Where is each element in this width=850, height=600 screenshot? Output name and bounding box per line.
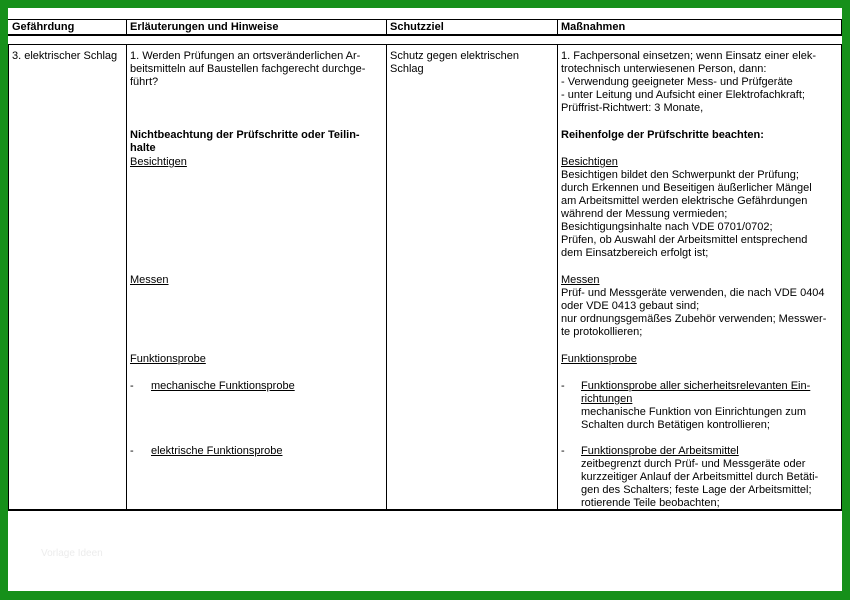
header-bottom-rule	[8, 34, 842, 36]
header-erlaeuterungen: Erläuterungen und Hinweise	[130, 21, 279, 33]
header-divider-1	[126, 19, 127, 35]
notes-mechanische-funktionsprobe: mechanische Funktionsprobe	[151, 380, 295, 392]
notes-elektrische-funktionsprobe: elektrische Funktionsprobe	[151, 445, 283, 457]
measures-dash-1: -	[561, 380, 565, 392]
measures-fp2-text: zeitbegrenzt durch Prüf- und Messgeräte oder kurzzeitiger Anlauf der Arbeitsmittel durch Betäti- gen des Schalters; feste Lage der Arbeitsmittel; rotierende Teile beobachten;	[581, 458, 819, 509]
measures-fp1-text: mechanische Funktion von Einrichtungen zum Schalten durch Betätigen kontrollieren;	[581, 406, 807, 431]
measures-fp2-title: Funktionsprobe der Arbeitsmittel	[581, 445, 739, 457]
notes-dash-2: -	[130, 445, 134, 457]
notes-intro: 1. Werden Prüfungen an ortsveränderlichen Ar- beitsmitteln auf Baustellen fachgerecht durchge- führt?	[130, 50, 366, 88]
measures-funktionsprobe-title: Funktionsprobe	[561, 353, 637, 365]
measures-dash-2: -	[561, 445, 565, 457]
measures-messen-text: Prüf- und Messgeräte verwenden, die nach VDE 0404 oder VDE 0413 gebaut sind; nur ordnungsgemäßes Zubehör verwenden; Messwer- te protokollieren;	[561, 287, 827, 338]
body-divider-3	[557, 44, 558, 510]
measures-fp1-title: Funktionsprobe aller sicherheitsrelevanten Ein- richtungen	[581, 380, 811, 405]
goal-text: Schutz gegen elektrischen Schlag	[390, 50, 520, 75]
header-divider-4	[841, 19, 842, 35]
body-top-rule	[8, 44, 842, 45]
body-divider-1	[126, 44, 127, 510]
measures-messen-title: Messen	[561, 274, 600, 286]
body-divider-4	[841, 44, 842, 510]
body-divider-0	[8, 44, 9, 510]
measures-intro: 1. Fachpersonal einsetzen; wenn Einsatz einer elek- trotechnisch unterwiesenen Person, dann: - Verwendung geeigneter Mess- und Prüfgeräte - unter Leitung und Aufsicht einer Elektrofachkraft; Prüffrist-Richtwert: 3 Monate,	[561, 50, 816, 114]
notes-messen: Messen	[130, 274, 169, 286]
body-divider-2	[386, 44, 387, 510]
notes-besichtigen: Besichtigen	[130, 156, 187, 168]
notes-dash-1: -	[130, 380, 134, 392]
header-gefaehrdung: Gefährdung	[12, 21, 75, 33]
header-divider-3	[557, 19, 558, 35]
measures-heading: Reihenfolge der Prüfschritte beachten:	[561, 129, 764, 141]
header-schutzziel: Schutzziel	[390, 21, 444, 33]
notes-heading: Nichtbeachtung der Prüfschritte oder Teilin- halte	[130, 129, 360, 154]
hazard-text: 3. elektrischer Schlag	[12, 50, 118, 62]
header-divider-2	[386, 19, 387, 35]
measures-besichtigen-text: Besichtigen bildet den Schwerpunkt der Prüfung; durch Erkennen und Beseitigen äußerlicher Mängel am Arbeitsmittel werden elektrische Gefährdungen während der Messung vermieden; Besichtigungsinhalte nach VDE 0701/0702; Prüfen, ob Auswahl der Arbeitsmittel entsprechend dem Einsatzbereich erfolgt ist;	[561, 169, 812, 259]
notes-funktionsprobe: Funktionsprobe	[130, 353, 206, 365]
document-page	[8, 8, 842, 591]
measures-besichtigen-title: Besichtigen	[561, 156, 618, 168]
watermark: Vorlage Ideen	[41, 548, 103, 559]
header-massnahmen: Maßnahmen	[561, 21, 626, 33]
